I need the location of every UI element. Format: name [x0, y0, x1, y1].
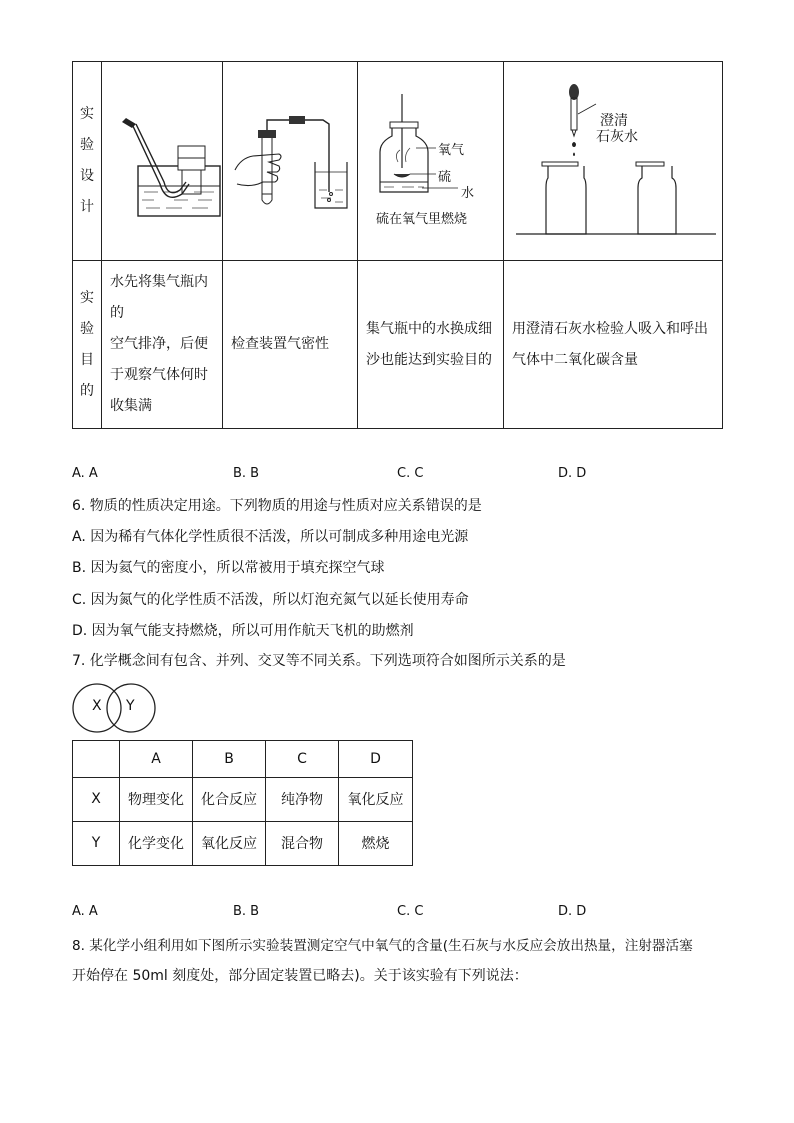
- venn-label-x: X: [92, 698, 102, 714]
- q6-option-d[interactable]: D. 因为氧气能支持燃烧，所以可用作航天飞机的助燃剂: [72, 623, 414, 639]
- header-cell-b: B: [193, 741, 266, 778]
- row-label-design: 实 验 设 计: [73, 62, 102, 261]
- header-cell: [73, 741, 120, 778]
- label-limewater: 石灰水: [596, 129, 638, 145]
- label-oxygen: 氧气: [438, 143, 465, 158]
- q7-option-a[interactable]: A. A: [72, 904, 98, 919]
- row-label-purpose: 实 验 目 的: [73, 261, 102, 429]
- header-cell-d: D: [339, 741, 413, 778]
- label-sulfur: 硫: [438, 170, 452, 185]
- label-water: 水: [461, 186, 475, 201]
- q6-option-a[interactable]: A. 因为稀有气体化学性质很不活泼，所以可制成多种用途电光源: [72, 529, 469, 545]
- q7-option-c[interactable]: C. C: [397, 904, 424, 919]
- table-cell: 物理变化: [120, 777, 193, 821]
- row-y-label: Y: [73, 821, 120, 865]
- q5-option-c[interactable]: C. C: [397, 466, 424, 481]
- venn-diagram: [70, 682, 160, 734]
- q7-stem: 7. 化学概念间有包含、并列、交叉等不同关系。下列选项符合如图所示关系的是: [72, 653, 566, 669]
- q6-option-c[interactable]: C. 因为氮气的化学性质不活泼，所以灯泡充氮气以延长使用寿命: [72, 592, 469, 608]
- q6-option-b[interactable]: B. 因为氦气的密度小，所以常被用于填充探空气球: [72, 560, 385, 576]
- table-cell: 化合反应: [193, 777, 266, 821]
- q5-option-d[interactable]: D. D: [558, 466, 587, 481]
- figure-a-gas-collection: [102, 62, 223, 261]
- q5-option-b[interactable]: B. B: [233, 466, 260, 481]
- purpose-c: 集气瓶中的水换成细 沙也能达到实验目的: [358, 261, 504, 429]
- table-cell: 纯净物: [266, 777, 339, 821]
- q5-option-a[interactable]: A. A: [72, 466, 98, 481]
- row-x-label: X: [73, 777, 120, 821]
- purpose-d: 用澄清石灰水检验人吸入和呼出 气体中二氧化碳含量: [504, 261, 723, 429]
- q7-option-b[interactable]: B. B: [233, 904, 260, 919]
- q7-option-d[interactable]: D. D: [558, 904, 587, 919]
- table-cell: 燃烧: [339, 821, 413, 865]
- label-clear: 澄清: [600, 113, 628, 129]
- purpose-a: 水先将集气瓶内 的 空气排净，后便 于观察气体何时 收集满: [102, 261, 223, 429]
- header-cell-a: A: [120, 741, 193, 778]
- q7-relation-table: [72, 740, 413, 866]
- figure-c-sulfur-combustion: [358, 62, 504, 261]
- q6-stem: 6. 物质的性质决定用途。下列物质的用途与性质对应关系错误的是: [72, 498, 482, 514]
- table-cell: 氧化反应: [339, 777, 413, 821]
- figure-b-airtightness: [223, 62, 358, 261]
- header-cell-c: C: [266, 741, 339, 778]
- experiment-table: [72, 61, 723, 429]
- figure-d-limewater-test: [504, 62, 723, 261]
- caption-sulfur-burning: 硫在氧气里燃烧: [376, 212, 468, 227]
- purpose-b: 检查装置气密性: [223, 261, 358, 429]
- venn-label-y: Y: [126, 698, 135, 714]
- table-cell: 混合物: [266, 821, 339, 865]
- table-cell: 化学变化: [120, 821, 193, 865]
- q8-stem-line2: 开始停在 50ml 刻度处，部分固定装置已略去)。关于该实验有下列说法：: [72, 968, 528, 984]
- q8-stem-line1: 8. 某化学小组利用如下图所示实验装置测定空气中氧气的含量(生石灰与水反应会放出热量，注射器活塞: [72, 938, 693, 954]
- table-cell: 氧化反应: [193, 821, 266, 865]
